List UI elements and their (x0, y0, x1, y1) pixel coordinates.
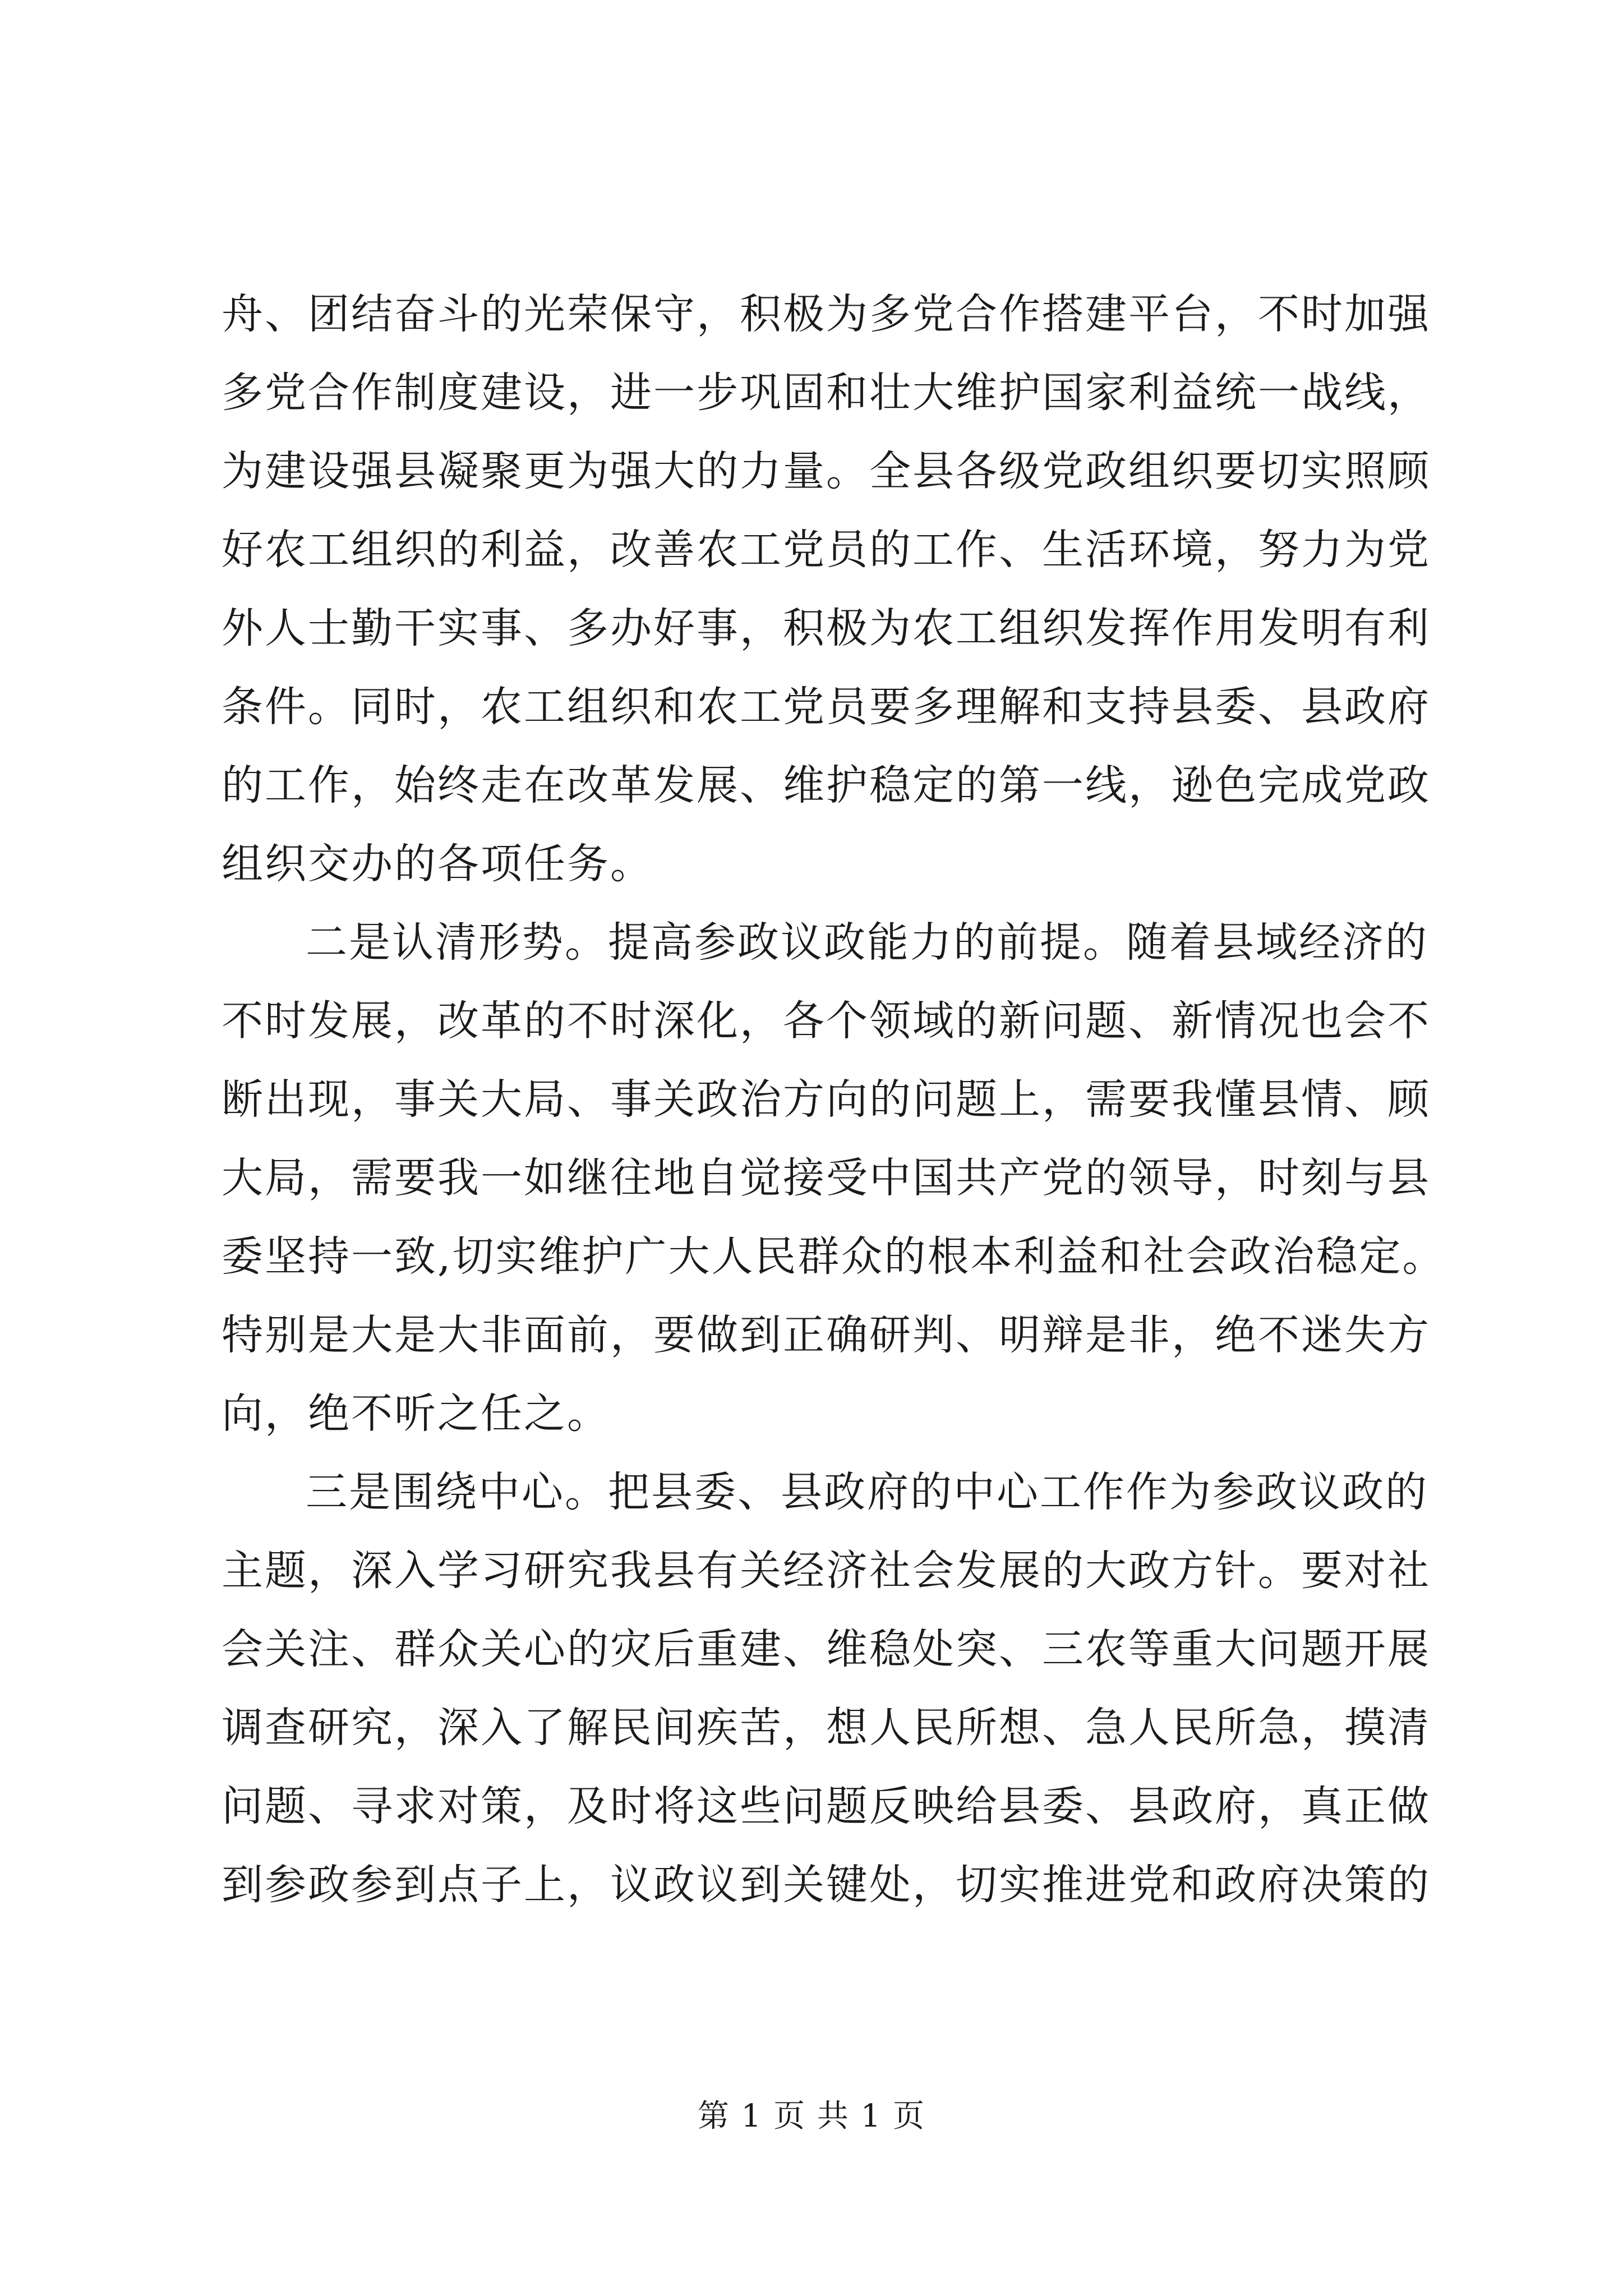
text-line: 多党合作制度建设，进一步巩固和壮大维护国家利益统一战线， (222, 369, 1431, 417)
text-line: 问题、寻求对策，及时将这些问题反映给县委、县政府，真正做 (222, 1782, 1431, 1830)
page-footer (0, 2091, 1623, 2136)
text-line: 向，绝不听之任之。 (222, 1389, 610, 1438)
text-line: 断出现，事关大局、事关政治方向的问题上，需要我懂县情、顾 (222, 1075, 1431, 1124)
text-line: 好农工组织的利益，改善农工党员的工作、生活环境，努力为党 (222, 526, 1431, 574)
text-line: 会关注、群众关心的灾后重建、维稳处突、三农等重大问题开展 (222, 1625, 1431, 1673)
text-line: 为建设强县凝聚更为强大的力量。全县各级党政组织要切实照顾 (222, 447, 1431, 495)
page-number-label: 第 1 页 共 1 页 (697, 2098, 926, 2134)
text-line: 委坚持一致,切实维护广大人民群众的根本利益和社会政治稳定。 (222, 1232, 1446, 1281)
text-line: 主题，深入学习研究我县有关经济社会发展的大政方针。要对社 (222, 1547, 1431, 1595)
document-body (222, 275, 1446, 1924)
text-line: 不时发展，改革的不时深化，各个领域的新问题、新情况也会不 (222, 997, 1431, 1045)
text-line: 舟、团结奋斗的光荣保守，积极为多党合作搭建平台，不时加强 (222, 290, 1431, 338)
text-line: 特别是大是大非面前，要做到正确研判、明辩是非，绝不迷失方 (222, 1311, 1431, 1359)
text-line: 条件。同时，农工组织和农工党员要多理解和支持县委、县政府 (222, 683, 1431, 731)
text-line: 到参政参到点子上，议政议到关键处，切实推进党和政府决策的 (222, 1861, 1431, 1909)
paragraph-start-line: 二是认清形势。提高参政议政能力的前提。随着县域经济的 (306, 918, 1428, 967)
text-line: 的工作，始终走在改革发展、维护稳定的第一线，逊色完成党政 (222, 761, 1431, 809)
text-line: 调查研究，深入了解民间疾苦，想人民所想、急人民所急，摸清 (222, 1704, 1431, 1752)
paragraph-start-line: 三是围绕中心。把县委、县政府的中心工作作为参政议政的 (306, 1468, 1428, 1516)
text-line: 外人士勤干实事、多办好事，积极为农工组织发挥作用发明有利 (222, 604, 1431, 652)
text-line: 大局，需要我一如继往地自觉接受中国共产党的领导，时刻与县 (222, 1154, 1431, 1202)
text-line: 组织交办的各项任务。 (222, 840, 653, 888)
